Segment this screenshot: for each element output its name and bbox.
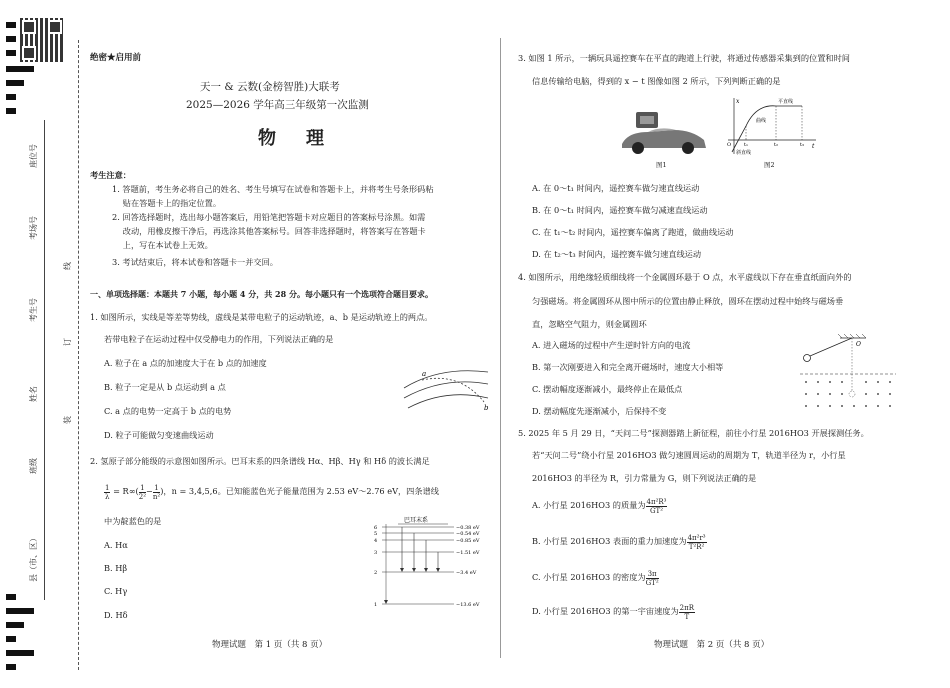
page-footer-left: 物理试题 第 1 页（共 8 页） — [212, 640, 328, 650]
qr-code — [20, 18, 64, 62]
svg-text:曲线: 曲线 — [756, 118, 767, 124]
q1-point-a: a — [422, 370, 427, 378]
svg-text:−3.4 eV: −3.4 eV — [456, 570, 477, 576]
xt-graph — [726, 96, 818, 158]
q5-option-a: A. 小行星 2016HO3 的质量为 $\frac{\text{4π²R³}}{\text{GT²}}$ — [532, 497, 667, 515]
level-5 — [374, 531, 480, 537]
pendulum-diagram — [796, 334, 900, 416]
notice-line: 3. 考试结束后，将本试卷和答题卡一并交回。 — [112, 257, 278, 267]
q3-stem: 3. 如图 1 所示，一辆玩具遥控赛车在平直的跑道上行驶，将通过传感器采集到的位置和时间 — [518, 53, 850, 63]
exam-room-label: 考场号 — [29, 216, 38, 240]
seal-bind: 订 — [63, 338, 72, 346]
exam-term: 2025—2026 学年高三年级第一次监测 — [186, 99, 369, 111]
q5-option-d: D. 小行星 2016HO3 的第一宇宙速度为 $\frac{2\pi R}{T}$ — [532, 603, 694, 621]
frac-1-nsq: $\frac{1}{\text{n²}}$ — [152, 483, 161, 501]
q2-stem: 2. 氢原子部分能级的示意图如图所示。巴耳末系的四条谱线 Hα、Hβ、Hγ 和 Hδ 的波长满足 — [90, 456, 430, 466]
svg-text:−0.85 eV: −0.85 eV — [456, 538, 480, 544]
q2-option-b: B. Hβ — [104, 563, 128, 573]
q2-stem: 中为靛蓝色的是 — [104, 516, 162, 526]
q3-fig2-caption: 图2 — [764, 161, 775, 169]
svg-text:2: 2 — [374, 570, 378, 576]
q5-stem: 若“天问二号”绕小行星 2016HO3 做匀速圆周运动的周期为 T，轨道半径为 r，小行星 — [532, 450, 846, 460]
level-2 — [374, 570, 477, 576]
svg-text:t₃: t₃ — [800, 142, 805, 148]
q5-stem: 5. 2025 年 5 月 29 日，“天问二号”探测器踏上新征程，前往小行星 2016HO3 开展探测任务。 — [518, 428, 869, 438]
exam-org: 天一 & 云数(金榜智胜)大联考 — [200, 81, 340, 93]
q3-stem: 信息传输给电脑，得到的 x − t 图像如图 2 所示，下列判断正确的是 — [532, 76, 781, 86]
svg-text:t₁: t₁ — [744, 142, 749, 148]
diagram-title: 巴耳末系 — [404, 517, 429, 524]
q4-stem: 匀强磁场。将金属圆环从图中所示的位置由静止释放，圆环在摆动过程中始终与磁场垂 — [532, 296, 844, 306]
q1-stem: 若带电粒子在运动过程中仅受静电力的作用，下列说法正确的是 — [104, 334, 334, 344]
q4-option-c: C. 摆动幅度逐渐减小，最终停止在最低点 — [532, 384, 683, 394]
q1-option-a: A. 粒子在 a 点的加速度大于在 b 点的加速度 — [104, 358, 267, 368]
svg-text:−13.6 eV: −13.6 eV — [456, 602, 480, 608]
notice-line: 贴在答题卡上的指定位置。 — [112, 198, 222, 208]
level-4 — [374, 538, 480, 544]
notice-title: 考生注意： — [90, 170, 131, 180]
q1-stem: 1. 如图所示，实线是等差等势线，虚线是某带电粒子的运动轨迹，a、b 是运动轨迹上的两点。 — [90, 312, 433, 322]
svg-text:1: 1 — [374, 602, 378, 608]
q2-formula: $\frac{1}{\lambda}$ = R∞( $\frac{1}{\text{2²}}$ − $\frac{1}{\text{n²}}$ )，n = 3,4,5,6。已知能蓝色光子能量范围为 2.53 eV～2.76 eV，四条谱线 — [105, 483, 439, 501]
q3-option-b: B. 在 0～t₁ 时间内，遥控赛车做匀减速直线运动 — [532, 205, 708, 215]
q3-option-c: C. 在 t₁～t₂ 时间内，遥控赛车偏离了跑道，做曲线运动 — [532, 227, 734, 237]
secret-label: 绝密★启用前 — [90, 53, 142, 63]
race-car-image — [618, 110, 710, 156]
q4-stem: 直，忽略空气阻力，则金属圆环 — [532, 319, 647, 329]
level-3 — [374, 550, 480, 556]
svg-text:−0.38 eV: −0.38 eV — [456, 525, 480, 531]
q4-option-d: D. 摆动幅度先逐渐减小，后保持不变 — [532, 406, 667, 416]
q1-option-b: B. 粒子一定是从 b 点运动到 a 点 — [104, 382, 226, 392]
svg-text:6: 6 — [374, 525, 378, 531]
page-title: 物 理 — [258, 128, 330, 149]
q2-option-c: C. Hγ — [104, 586, 128, 596]
svg-text:O: O — [856, 341, 861, 348]
q5-stem: 2016HO3 的半径为 R，引力常量为 G，则下列说法正确的是 — [532, 473, 757, 483]
class-label: 班级 — [29, 458, 38, 474]
svg-text:x: x — [736, 98, 740, 105]
svg-text:−0.54 eV: −0.54 eV — [456, 531, 480, 537]
svg-text:4: 4 — [374, 538, 378, 544]
q1-field-diagram — [400, 358, 492, 414]
section-heading: 一、单项选择题：本题共 7 小题，每小题 4 分，共 28 分。每小题只有一个选项符合题目要求。 — [90, 289, 433, 299]
svg-text:3: 3 — [374, 550, 378, 556]
svg-text:O: O — [727, 142, 732, 148]
svg-text:斜直线: 斜直线 — [736, 150, 752, 156]
q4-stem: 4. 如图所示，用绝缘轻质细线将一个金属圆环悬于 O 点，水平虚线以下存在垂直纸面向外的 — [518, 272, 852, 282]
svg-text:t₂: t₂ — [774, 142, 779, 148]
county-label: 县（市、区） — [29, 534, 38, 582]
q3-fig1-caption: 图1 — [656, 161, 667, 169]
energy-level-diagram — [368, 514, 496, 614]
q1-point-b: b — [484, 404, 489, 412]
q5-option-b: B. 小行星 2016HO3 表面的重力加速度为 $\frac{\text{4π²r³}}{\text{T²R²}}$ — [532, 533, 706, 551]
q3-option-a: A. 在 0～t₁ 时间内，遥控赛车做匀速直线运动 — [532, 183, 700, 193]
notice-line: 上，写在本试卷上无效。 — [112, 240, 213, 250]
notice-line: 改动，用橡皮擦干净后，再选涂其他答案标号。回答非选择题时，将答案写在答题卡 — [112, 226, 426, 236]
svg-text:−1.51 eV: −1.51 eV — [456, 550, 480, 556]
notice-line: 2. 回答选择题时，选出每小题答案后，用铅笔把答题卡对应题目的答案标号涂黑。如需 — [112, 212, 426, 222]
frac-1-lambda: $\frac{1}{\lambda}$ — [105, 483, 110, 501]
frac-1-2sq: $\frac{1}{\text{2²}}$ — [138, 483, 146, 501]
notice-line: 1. 答题前，考生务必将自己的姓名、考生号填写在试卷和答题卡上，并将考生号条形码粘 — [112, 184, 434, 194]
q1-option-c: C. a 点的电势一定高于 b 点的电势 — [104, 406, 232, 416]
seat-label: 座位号 — [29, 144, 38, 168]
svg-text:t: t — [812, 143, 815, 150]
svg-text:平直线: 平直线 — [778, 99, 794, 105]
q5-option-c: C. 小行星 2016HO3 的密度为 $\frac{3\pi}{\text{GT²}}$ — [532, 569, 659, 587]
page-footer-right: 物理试题 第 2 页（共 8 页） — [654, 640, 770, 650]
exam-no-label: 考生号 — [29, 298, 38, 322]
q3-option-d: D. 在 t₂～t₃ 时间内，遥控赛车做匀速直线运动 — [532, 249, 702, 259]
q2-option-a: A. Hα — [104, 540, 128, 550]
q1-option-d: D. 粒子可能做匀变速曲线运动 — [104, 430, 214, 440]
seal-staple: 装 — [63, 416, 72, 424]
q4-option-b: B. 第一次刚要进入和完全离开磁场时，速度大小相等 — [532, 362, 724, 372]
q4-option-a: A. 进入磁场的过程中产生逆时针方向的电流 — [532, 340, 691, 350]
q2-option-d: D. Hδ — [104, 610, 128, 620]
name-label: 姓名 — [29, 386, 38, 402]
svg-text:5: 5 — [374, 531, 378, 537]
seal-line: 线 — [63, 262, 72, 270]
level-1 — [374, 602, 480, 608]
